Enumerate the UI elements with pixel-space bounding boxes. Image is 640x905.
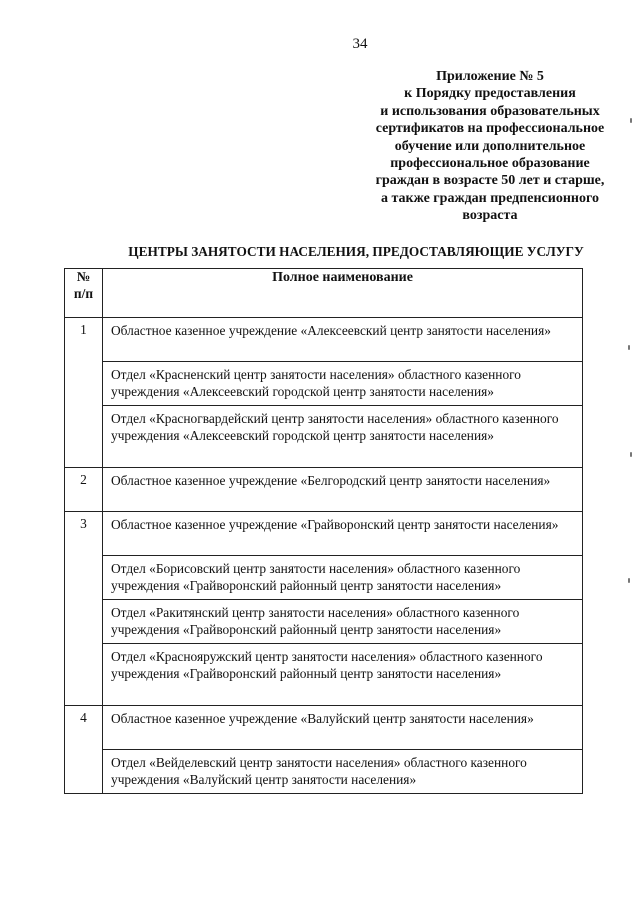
row-number-cell: 2 [65,468,103,512]
row-name-cell: Областное казенное учреждение «Алексеевский центр занятости населения» [103,318,583,362]
table-row [65,362,583,406]
row-number-cell: 1 [65,318,103,468]
document-heading: ЦЕНТРЫ ЗАНЯТОСТИ НАСЕЛЕНИЯ, ПРЕДОСТАВЛЯЮЩИЕ УСЛУГУ [128,244,584,259]
table-row [65,468,583,512]
table-row [65,406,583,468]
table-row [65,750,583,794]
appendix-line: а также граждан предпенсионного [381,190,599,206]
row-name-cell: Отдел «Краснояружский центр занятости населения» областного казенного учреждения «Грайворонский районный центр занятости населения» [103,644,583,706]
table-row [65,644,583,706]
appendix-line: профессиональное образование [390,156,590,172]
column-header-number-line: п/п [73,285,94,301]
table-row [65,556,583,600]
column-header-number-line: № [76,269,91,284]
scan-speck [630,118,632,123]
row-name-cell: Отдел «Красненский центр занятости населения» областного казенного учреждения «Алексеевский городской центр занятости населения» [103,362,583,406]
scan-speck [628,578,630,583]
table-row [65,600,583,644]
row-name-cell: Отдел «Ракитянский центр занятости населения» областного казенного учреждения «Грайворонский районный центр занятости населения» [103,600,583,644]
row-name-cell: Областное казенное учреждение «Валуйский центр занятости населения» [103,706,583,750]
table-header-row [65,269,583,318]
row-name-cell: Отдел «Вейделевский центр занятости населения» областного казенного учреждения «Валуйский центр занятости населения» [103,750,583,794]
column-header-name: Полное наименование [103,269,583,318]
scan-speck [628,345,630,350]
row-name-cell: Отдел «Борисовский центр занятости населения» областного казенного учреждения «Грайворонский районный центр занятости населения» [103,556,583,600]
appendix-block [340,68,640,225]
row-number-cell: 4 [65,706,103,794]
page-number: 34 [352,36,368,52]
appendix-line: сертификатов на профессиональное [375,121,605,137]
row-name-cell: Отдел «Красногвардейский центр занятости населения» областного казенного учреждения «Алексеевский городской центр занятости населения» [103,406,583,468]
table-row [65,512,583,556]
table-row [65,706,583,750]
employment-centers-table [64,268,583,794]
row-name-cell: Областное казенное учреждение «Грайворонский центр занятости населения» [103,512,583,556]
row-number-cell: 3 [65,512,103,706]
appendix-line: и использования образовательных [380,103,600,119]
appendix-line: обучение или дополнительное [394,138,586,154]
scan-speck [630,452,632,457]
appendix-line: к Порядку предоставления [404,86,576,102]
appendix-line: возраста [462,208,518,224]
column-header-number [65,269,103,318]
table-row [65,318,583,362]
appendix-line: Приложение № 5 [436,69,544,84]
row-name-cell: Областное казенное учреждение «Белгородский центр занятости населения» [103,468,583,512]
appendix-line: граждан в возрасте 50 лет и старше, [375,173,605,189]
